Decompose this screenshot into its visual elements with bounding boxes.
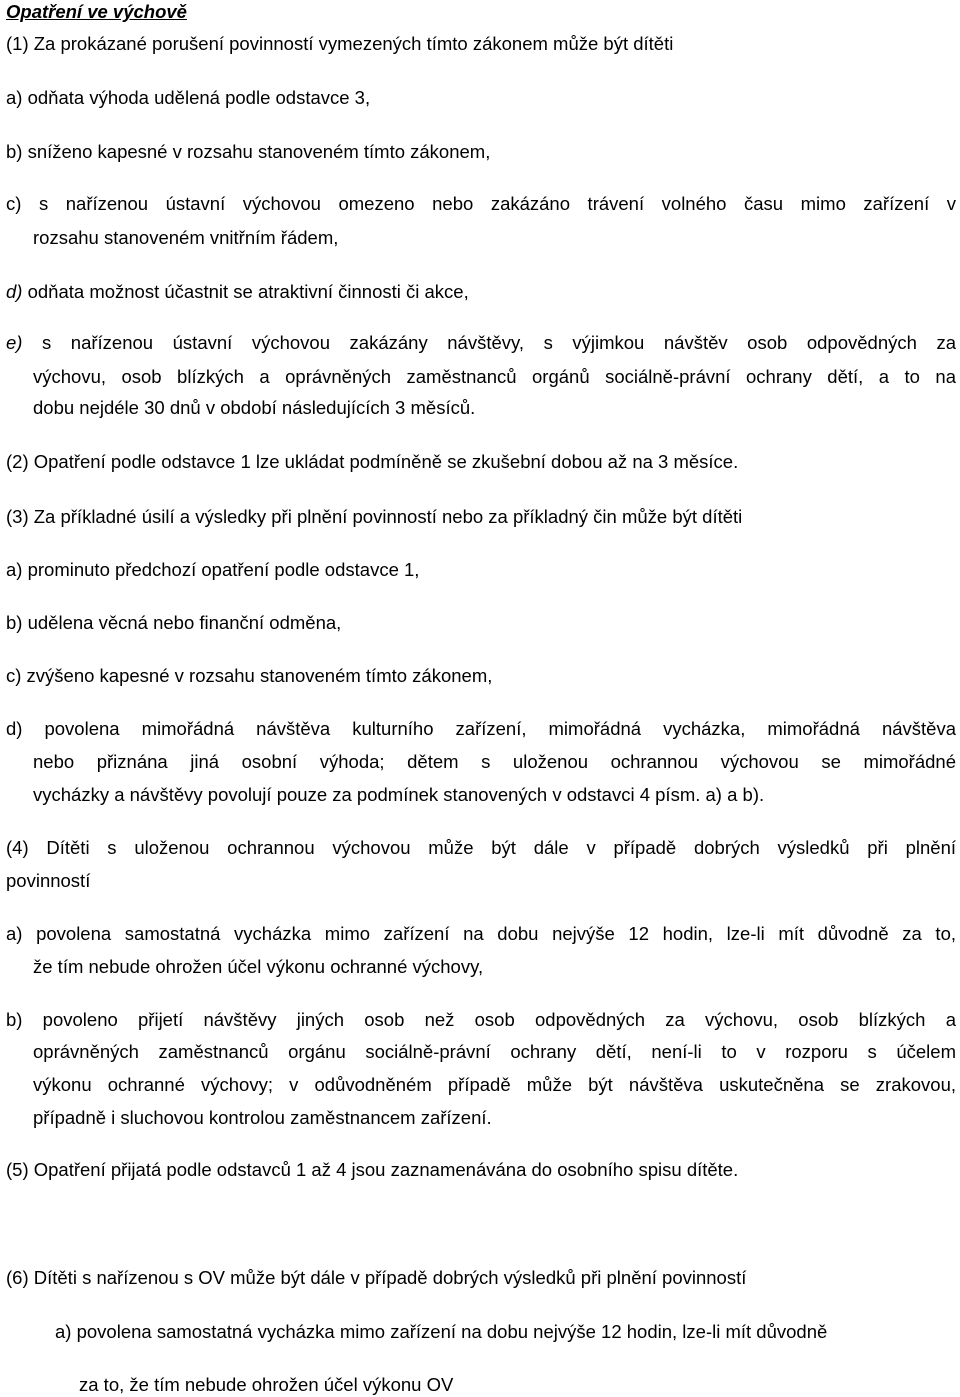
paragraph-5: (5) Opatření přijatá podle odstavců 1 až 4 jsou zaznamenávána do osobního spisu dítěte. [6,1159,739,1180]
paragraph-3-item-c: c) zvýšeno kapesné v rozsahu stanoveném tímto zákonem, [6,665,493,686]
paragraph-2: (2) Opatření podle odstavce 1 lze ukládat podmíněně se zkušební dobou až na 3 měsíce. [6,451,739,472]
page-title: Opatření ve výchově [6,1,187,22]
item-d-label: d) [6,281,23,302]
paragraph-4-item-b-line-1: b) povoleno přijetí návštěvy jiných osob než osob odpovědných za výchovu, osob blízkých a [6,1009,956,1030]
paragraph-1-item-d [6,280,469,304]
item-e-label: e) [6,332,23,353]
paragraph-1-item-b: b) sníženo kapesné v rozsahu stanoveném tímto zákonem, [6,141,491,162]
paragraph-1-item-e-line-3: dobu nejdéle 30 dnů v období následujících 3 měsíců. [33,397,476,418]
paragraph-4-item-a-line-2: že tím nebude ohrožen účel výkonu ochranné výchovy, [33,956,484,977]
paragraph-4-item-b-line-2: oprávněných zaměstnanců orgánu sociálně-právní ochrany dětí, není-li to v rozporu s účelem [33,1041,956,1062]
paragraph-6-item-a-line-1: a) povolena samostatná vycházka mimo zařízení na dobu nejvýše 12 hodin, lze-li mít důvodně [55,1321,828,1342]
paragraph-3-item-a: a) prominuto předchozí opatření podle odstavce 1, [6,559,420,580]
paragraph-3-item-d-line-2: nebo přiznána jiná osobní výhoda; dětem s uloženou ochrannou výchovou se mimořádné [33,751,956,772]
item-d-text: odňata možnost účastnit se atraktivní činnosti či akce, [22,281,469,302]
paragraph-1-item-a: a) odňata výhoda udělená podle odstavce 3, [6,87,371,108]
paragraph-1-item-c-line-1: c) s nařízenou ústavní výchovou omezeno nebo zakázáno trávení volného času mimo zařízení v [6,193,956,214]
paragraph-1-intro: (1) Za prokázané porušení povinností vymezených tímto zákonem může být dítěti [6,33,674,54]
paragraph-3-item-d-line-1: d) povolena mimořádná návštěva kulturního zařízení, mimořádná vycházka, mimořádná návštěva [6,718,956,739]
paragraph-6-intro: (6) Dítěti s nařízenou s OV může být dále v případě dobrých výsledků při plnění povinností [6,1267,747,1288]
paragraph-3-item-b: b) udělena věcná nebo finanční odměna, [6,612,342,633]
paragraph-4-item-b-line-4: případně i sluchovou kontrolou zaměstnancem zařízení. [33,1107,492,1128]
paragraph-4-line-2: povinností [6,870,91,891]
paragraph-6-item-a-line-2: za to, že tím nebude ohrožen účel výkonu OV [79,1374,454,1395]
paragraph-4-item-b-line-3: výkonu ochranné výchovy; v odůvodněném případě může být návštěva uskutečněna se zrakovou, [33,1074,956,1095]
item-e-text: s nařízenou ústavní výchovou zakázány návštěvy, s výjimkou návštěv osob odpovědných za [22,332,956,353]
paragraph-4-item-a-line-1: a) povolena samostatná vycházka mimo zařízení na dobu nejvýše 12 hodin, lze-li mít důvodně za to, [6,923,956,944]
paragraph-4-line-1: (4) Dítěti s uloženou ochrannou výchovou může být dále v případě dobrých výsledků při plnění [6,837,956,858]
paragraph-1-item-e-line-2: výchovu, osob blízkých a oprávněných zaměstnanců orgánů sociálně-právní ochrany dětí, a to na [33,366,956,387]
paragraph-1-item-e-line-1 [6,331,956,355]
paragraph-3-item-d-line-3: vycházky a návštěvy povolují pouze za podmínek stanovených v odstavci 4 písm. a) a b). [33,784,765,805]
paragraph-1-item-c-line-2: rozsahu stanoveném vnitřním řádem, [33,227,339,248]
paragraph-3-intro: (3) Za příkladné úsilí a výsledky při plnění povinností nebo za příkladný čin může být dítěti [6,506,743,527]
